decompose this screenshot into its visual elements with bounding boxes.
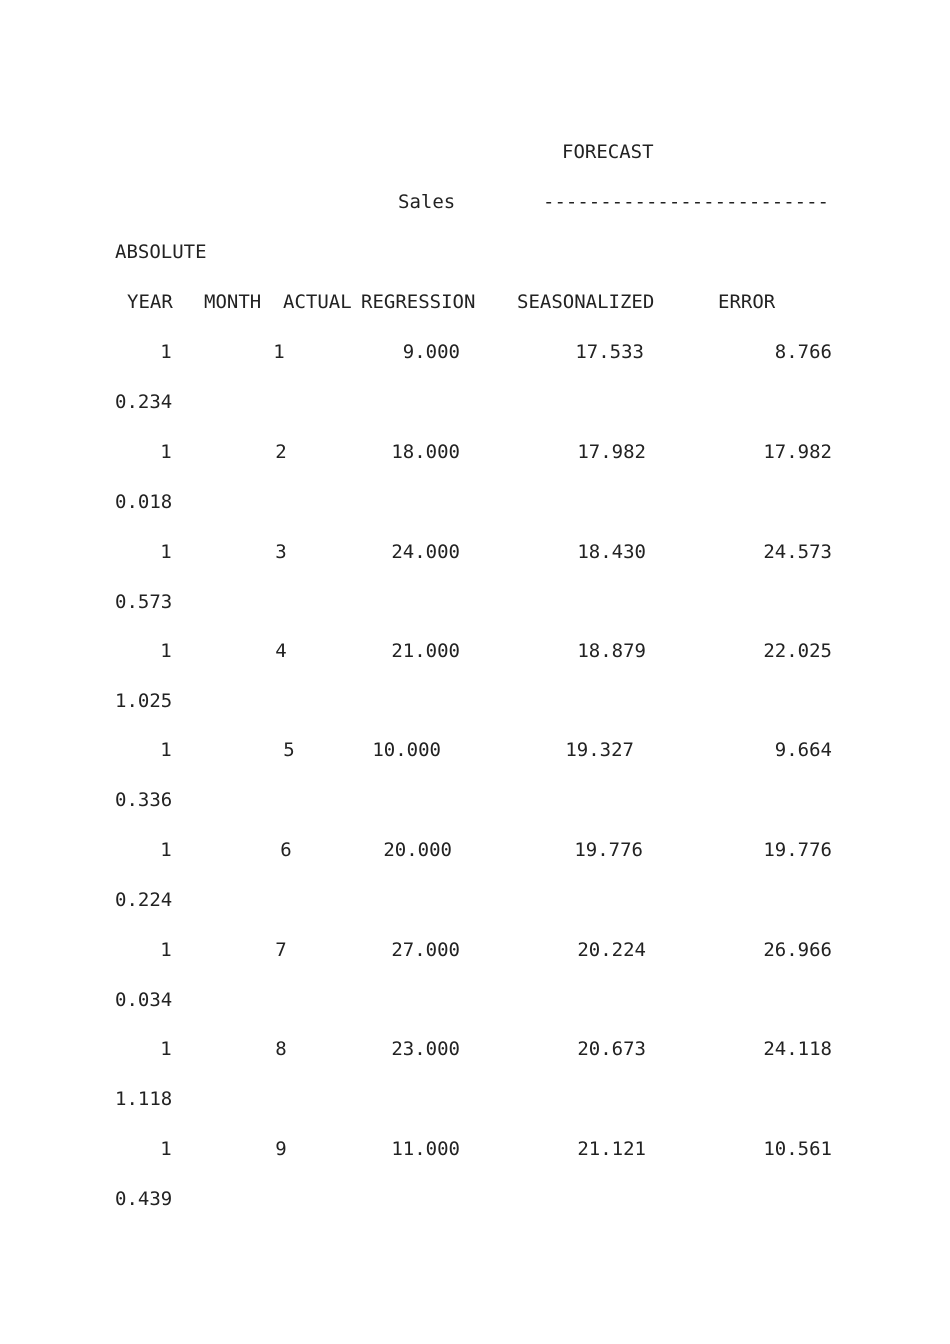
table-row-month: 4 [275,640,287,662]
table-row-abs-error: 0.034 [115,989,173,1011]
column-header-year: YEAR [127,291,173,313]
table-row-abs-error: 0.234 [115,391,173,413]
forecast-label: FORECAST [562,141,654,163]
table-row-actual: 24.000 [391,541,460,563]
table-row-actual: 11.000 [391,1138,460,1160]
column-header-seasonalized: SEASONALIZED [517,291,655,313]
table-row-seasonalized: 9.664 [774,739,832,761]
sales-label: Sales [398,191,456,213]
table-row-abs-error: 0.439 [115,1188,173,1210]
table-row-abs-error: 1.025 [115,690,173,712]
table-row-actual: 20.000 [383,839,452,861]
absolute-label: ABSOLUTE [115,241,207,263]
table-row-year: 1 [160,441,172,463]
table-row-abs-error: 0.018 [115,491,173,513]
table-row-actual: 10.000 [372,739,441,761]
table-row-year: 1 [160,1138,172,1160]
table-row-seasonalized: 24.118 [763,1038,832,1060]
table-row-regression: 19.327 [565,739,634,761]
table-row-regression: 21.121 [577,1138,646,1160]
table-row-year: 1 [160,541,172,563]
table-row-year: 1 [160,939,172,961]
table-row-actual: 23.000 [391,1038,460,1060]
table-row-regression: 20.673 [577,1038,646,1060]
table-row-actual: 18.000 [391,441,460,463]
table-row-month: 6 [280,839,292,861]
column-header-error: ERROR [718,291,776,313]
table-row-month: 2 [275,441,287,463]
table-row-year: 1 [160,739,172,761]
table-row-actual: 9.000 [402,341,460,363]
dash-rule: ------------------------- [543,191,829,213]
table-row-year: 1 [160,1038,172,1060]
table-row-seasonalized: 8.766 [774,341,832,363]
column-header-month: MONTH [204,291,262,313]
table-row-seasonalized: 10.561 [763,1138,832,1160]
table-row-abs-error: 0.224 [115,889,173,911]
table-row-month: 3 [275,541,287,563]
table-row-seasonalized: 19.776 [763,839,832,861]
table-row-regression: 17.982 [577,441,646,463]
table-row-regression: 18.879 [577,640,646,662]
table-row-year: 1 [160,839,172,861]
table-row-month: 8 [275,1038,287,1060]
table-row-abs-error: 0.573 [115,591,173,613]
table-row-abs-error: 0.336 [115,789,173,811]
table-row-month: 5 [283,739,295,761]
table-row-regression: 19.776 [574,839,643,861]
table-row-month: 7 [275,939,287,961]
column-header-actual: ACTUAL [283,291,352,313]
table-row-actual: 27.000 [391,939,460,961]
table-row-seasonalized: 17.982 [763,441,832,463]
table-row-month: 9 [275,1138,287,1160]
table-row-year: 1 [160,640,172,662]
table-row-seasonalized: 26.966 [763,939,832,961]
table-row-regression: 18.430 [577,541,646,563]
table-row-abs-error: 1.118 [115,1088,173,1110]
table-row-actual: 21.000 [391,640,460,662]
table-row-regression: 17.533 [575,341,644,363]
column-header-regression: REGRESSION [361,291,476,313]
table-row-seasonalized: 24.573 [763,541,832,563]
table-row-seasonalized: 22.025 [763,640,832,662]
table-row-year: 1 [160,341,172,363]
table-row-regression: 20.224 [577,939,646,961]
table-row-month: 1 [273,341,285,363]
